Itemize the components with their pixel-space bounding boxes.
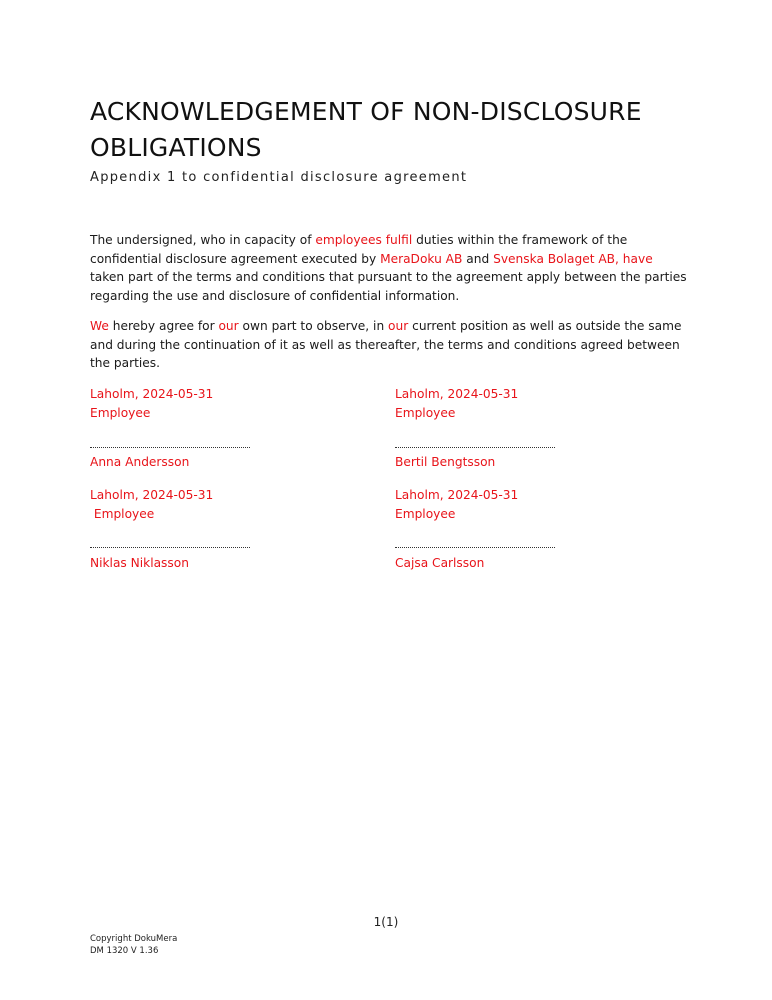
text-span: taken part of the terms and conditions that pursuant to the agreement apply between the parties regarding the use and disclosure of confidential information.: [90, 270, 687, 303]
signer-name: Niklas Niklasson: [90, 556, 189, 570]
signer-name: Bertil Bengtsson: [395, 455, 496, 469]
paragraph-agreement: [90, 317, 690, 373]
field-role: employees fulfil: [315, 233, 413, 247]
place-date: Laholm, 2024-05-31: [90, 387, 214, 401]
field-party-1: MeraDoku AB: [380, 251, 463, 266]
footer: [90, 933, 177, 957]
document-subtitle: Appendix 1 to confidential disclosure agreement: [90, 170, 468, 185]
paragraph-undersigned: [90, 231, 690, 305]
text-span: duties within the framework of the confidential disclosure agreement executed by: [90, 233, 628, 266]
signature-line: [90, 547, 250, 548]
text-span: current position as well as outside the same and during the continuation of it as well as thereafter, the terms and conditions agreed between the parties.: [90, 319, 682, 371]
text-span: The undersigned, who in capacity of: [90, 233, 316, 247]
page-number: 1(1): [373, 915, 399, 929]
signature-line: [395, 447, 555, 448]
signer-role: Employee: [90, 506, 155, 521]
field-pronoun: our: [218, 319, 239, 333]
field-pronoun: We: [90, 319, 109, 333]
signer-name: Cajsa Carlsson: [395, 556, 485, 570]
text-span: hereby agree for: [108, 319, 219, 333]
signature-line: [90, 447, 250, 448]
footer-copyright: Copyright DokuMera: [90, 934, 178, 944]
signature-line: [395, 547, 555, 548]
signature-block: [90, 486, 213, 523]
place-date: Laholm, 2024-05-31: [90, 488, 214, 502]
signer-name: Anna Andersson: [90, 455, 190, 469]
signature-block: [395, 385, 518, 422]
signature-block: [395, 486, 518, 523]
field-pronoun: our: [388, 319, 409, 333]
field-party-2: Svenska Bolaget AB, have: [493, 251, 653, 266]
signer-role: Employee: [90, 405, 151, 420]
document-title: ACKNOWLEDGEMENT OF NON-DISCLOSURE OBLIGATIONS: [90, 97, 642, 162]
signature-block: [90, 385, 213, 422]
text-span: own part to observe, in: [238, 319, 389, 333]
place-date: Laholm, 2024-05-31: [395, 387, 519, 401]
signer-role: Employee: [395, 405, 456, 420]
place-date: Laholm, 2024-05-31: [395, 488, 519, 502]
text-span: and: [462, 251, 494, 266]
footer-doc-id: DM 1320 V 1.36: [90, 946, 159, 956]
signer-role: Employee: [395, 506, 456, 521]
